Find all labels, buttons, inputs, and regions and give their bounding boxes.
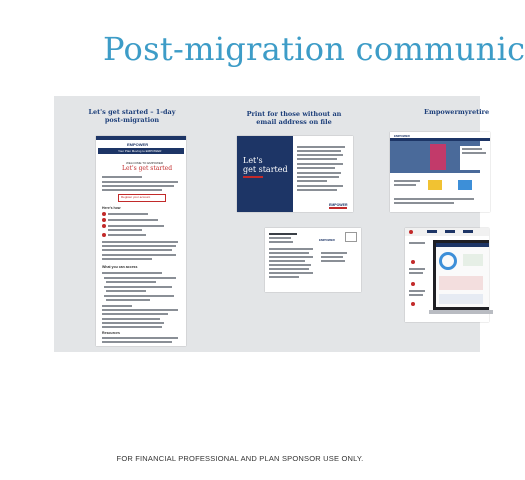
column-title-print: Print for those without an email address on file [246, 110, 342, 126]
email-section-resources: Resources [102, 331, 120, 335]
web-page-thumbnail-bottom[interactable] [405, 228, 489, 322]
print-mailer-back-thumbnail[interactable] [265, 228, 361, 292]
email-section-heres-how: Here's how [102, 206, 121, 210]
email-brand-logo: EMPOWER [127, 142, 149, 147]
email-banner-text: Your Plan Moving to EMPOWER [118, 149, 162, 153]
register-button-label: Register your account [121, 195, 151, 199]
print-back-brand: EMPOWER [319, 238, 335, 242]
web-brand-top: EMPOWER [394, 134, 410, 138]
print-cover-heading: Let's get started [243, 156, 288, 174]
column-title-email: Let's get started – 1-day post-migration [88, 108, 176, 124]
email-section-access: What you can access [102, 265, 138, 269]
email-document-thumbnail[interactable] [96, 136, 186, 346]
web-page-thumbnail-top[interactable] [390, 132, 490, 212]
email-header-bar [96, 136, 186, 140]
print-mailer-cover-thumbnail[interactable] [237, 136, 353, 212]
page-title: Post-migration communic [103, 30, 525, 68]
column-title-web: Empowermyretire [424, 108, 490, 116]
email-subhead: WELCOME TO EMPOWER [126, 161, 164, 165]
communications-panel [54, 96, 490, 352]
print-cover-brand: EMPOWER [329, 203, 348, 207]
disclaimer-footer: FOR FINANCIAL PROFESSIONAL AND PLAN SPONSOR USE ONLY. [116, 454, 364, 463]
email-heading: Let's get started [122, 165, 173, 172]
